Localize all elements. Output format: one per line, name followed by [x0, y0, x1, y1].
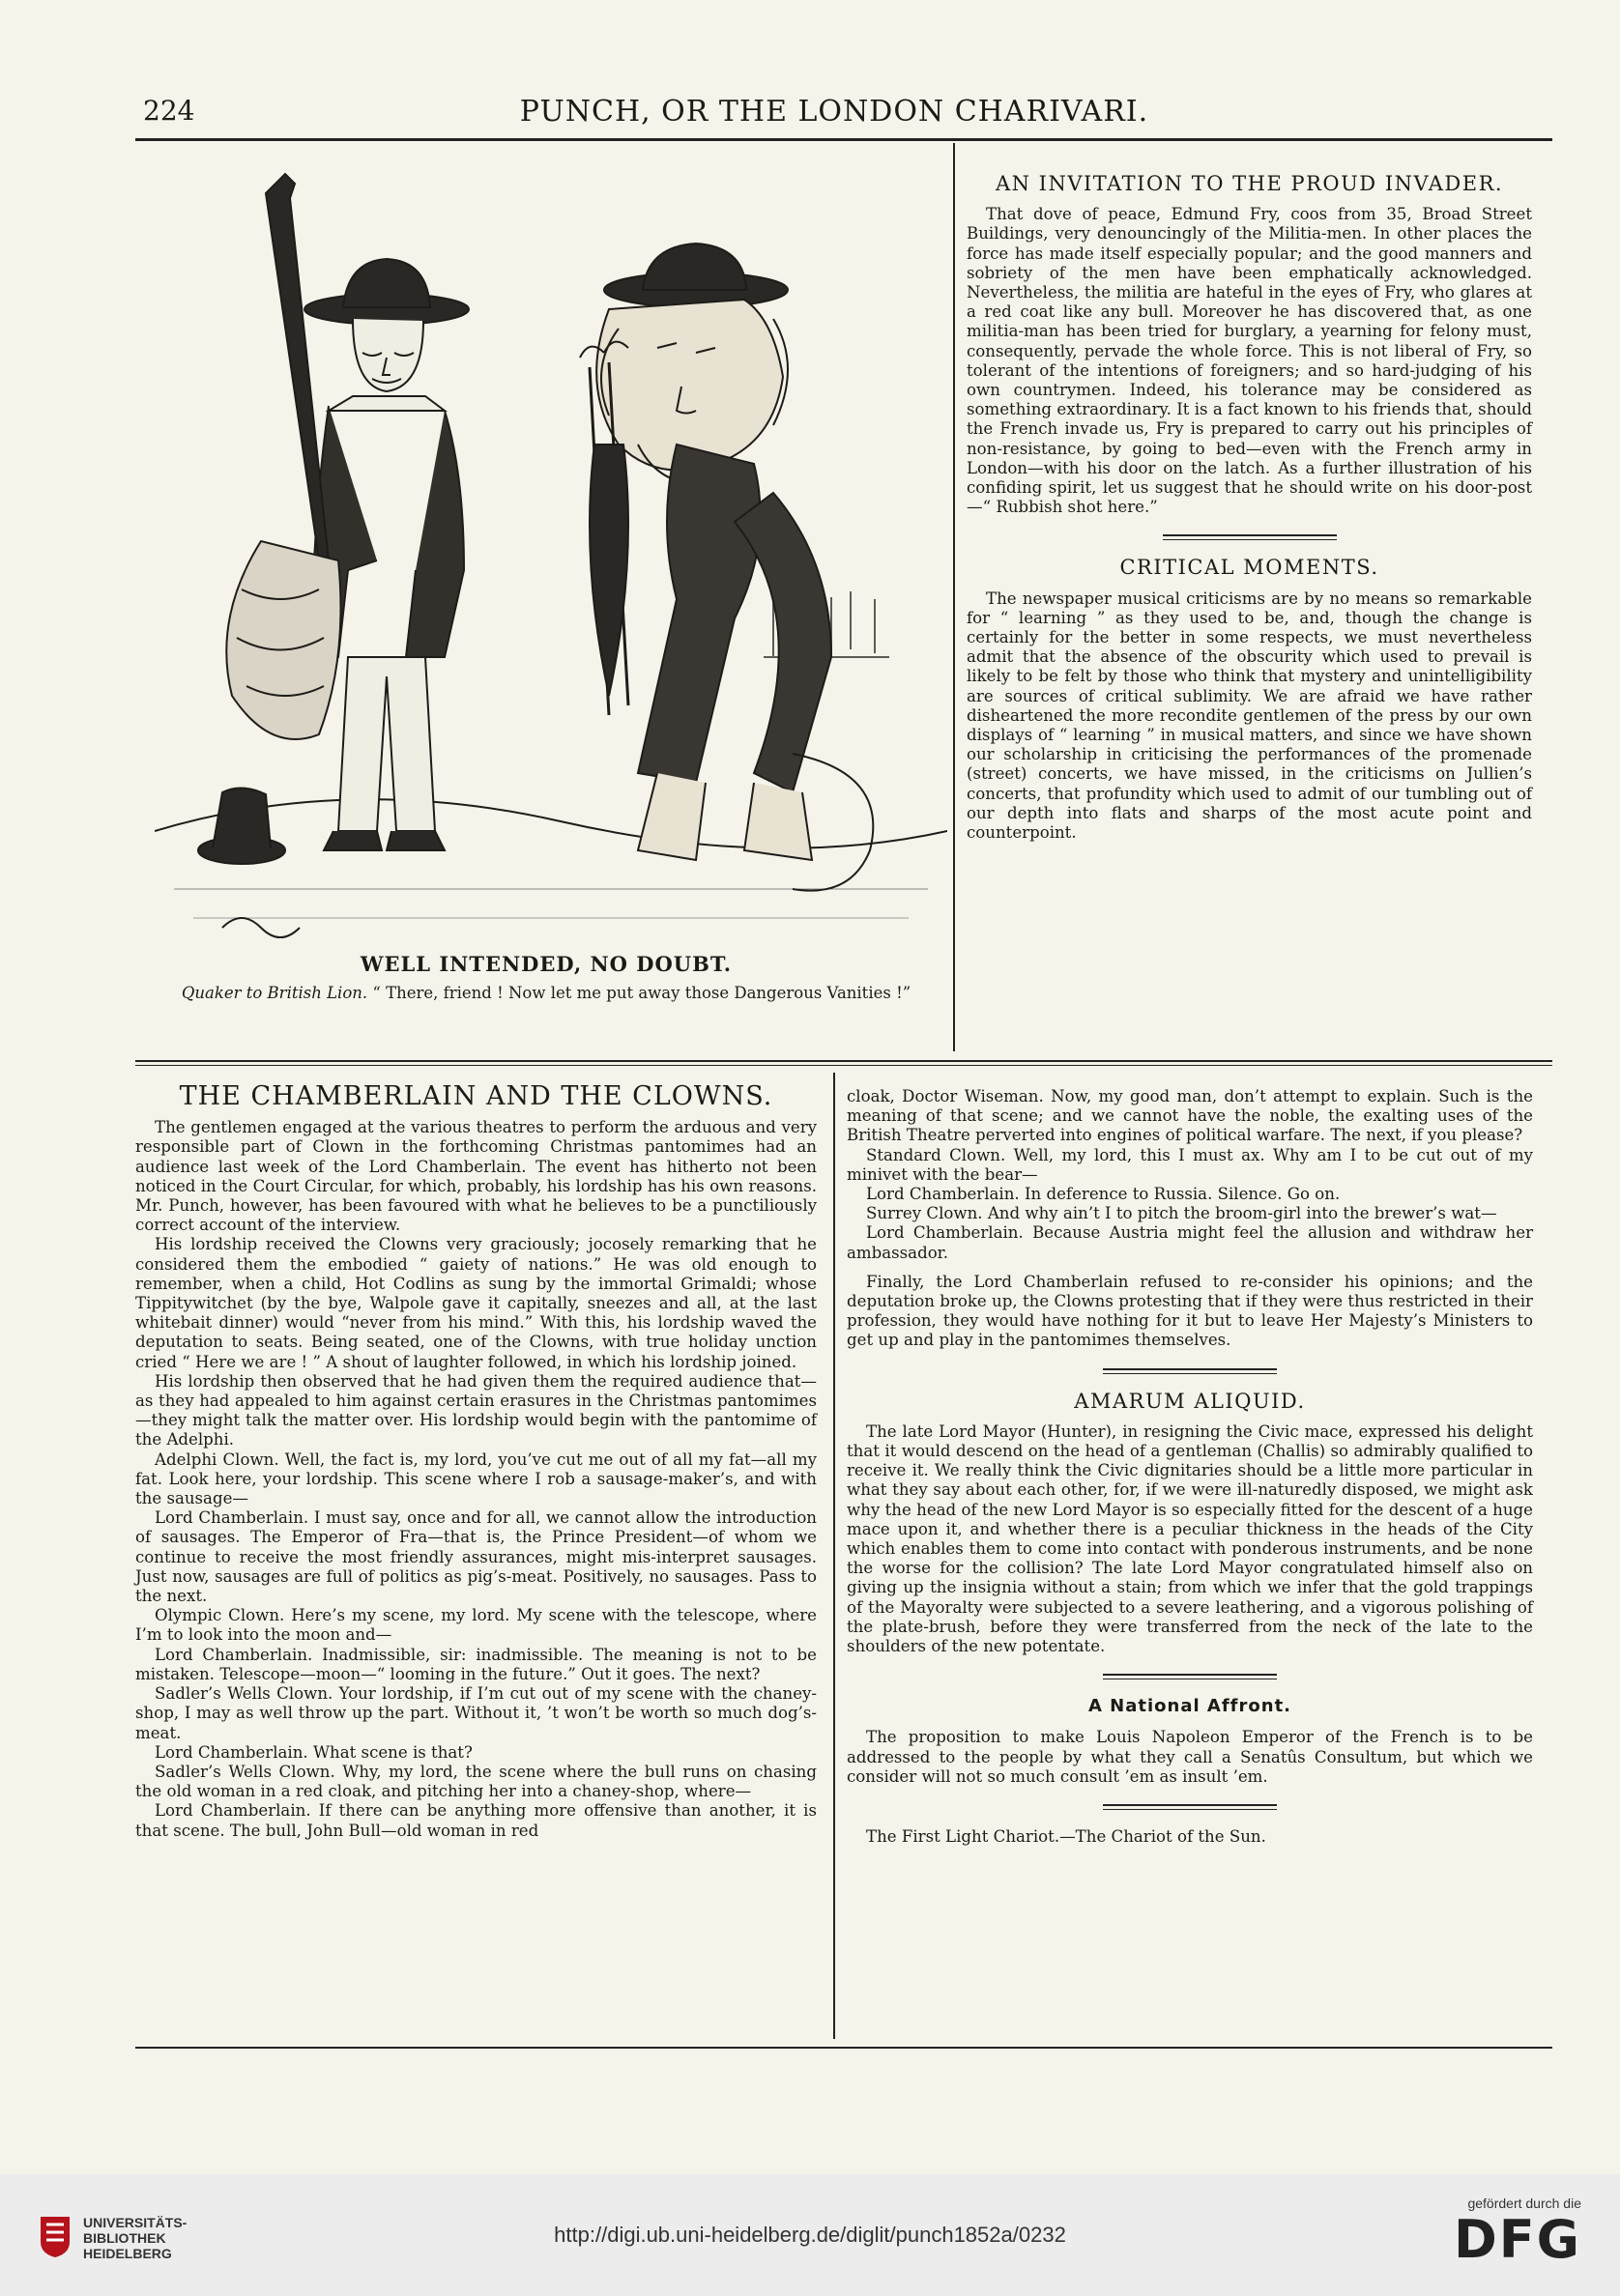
section-divider [1163, 534, 1337, 540]
page-number: 224 [143, 95, 195, 127]
chamberlain-paragraph: His lordship received the Clowns very graciously; jocosely remarking that he considered them the embodied “ gaiety of nations.” He was old enough to remember, when a child, Hot Codlins as sung by the immortal Grimaldi; whose Tippitywitchet (by the bye, Walpole gave it capitally, sneezes and all, at the last whitebait dinner) would “never from his mind.” With this, his lordship waved the deputation to seats. Being seated, one of the Clowns, with true holiday unction cried “ Here we are ! ” A shout of laughter followed, in which his lordship joined. [135, 1235, 817, 1371]
lion-figure [580, 244, 873, 891]
continuation-paragraph: Standard Clown. Well, my lord, this I must ax. Why am I to be cut out of my minivet with the bear— [847, 1145, 1533, 1184]
continuation-paragraph: Lord Chamberlain. Because Austria might feel the allusion and withdraw her ambassador. [847, 1223, 1533, 1262]
continuation-paragraph: Surrey Clown. And why ain’t I to pitch the broom-girl into the brewer’s wat— [866, 1204, 1497, 1223]
continuation-paragraph: Lord Chamberlain. In deference to Russia. Silence. Go on. [866, 1185, 1341, 1204]
sponsor-text: gefördert durch die [1467, 2196, 1581, 2211]
column-divider-top [953, 143, 955, 1051]
quaker-figure [198, 174, 469, 864]
section-divider [1103, 1368, 1277, 1374]
left-column-bottom [135, 1081, 817, 1841]
column-divider-bottom [833, 1073, 835, 2039]
cartoon-caption [130, 952, 962, 1003]
chamberlain-paragraph: Lord Chamberlain. What scene is that? [155, 1742, 473, 1762]
section-divider [1103, 1674, 1277, 1679]
affront-heading: A National Affront. [1087, 1696, 1292, 1717]
continuation-paragraph: cloak, Doctor Wiseman. Now, my good man, don’t attempt to explain. Such is the meaning of that scene; and we cannot have the noble, the exalting uses of the British Theatre perverted into engines of political warfare. The next, if you please? [847, 1087, 1533, 1145]
chamberlain-paragraph: Adelphi Clown. Well, the fact is, my lord, you’ve cut me out of all my fat—all my fat. Look here, your lordship. This scene where I rob a sausage-maker’s, and with the sausage— [135, 1449, 817, 1508]
affront-body: The proposition to make Louis Napoleon Emperor of the French is to be addressed to the people by what they call a Senatûs Consultum, but which we consider will not so much consult ’em as insult ’em. [847, 1728, 1533, 1786]
chamberlain-paragraph: Sadler’s Wells Clown. Why, my lord, the scene where the bull runs on chasing the old woman in a red cloak, and pitching her into a chaney-shop, where— [135, 1762, 817, 1801]
bottom-rule [135, 2047, 1552, 2049]
right-column-top [967, 174, 1532, 843]
chamberlain-paragraph: His lordship then observed that he had given them the required audience that—as they had appealed to him against certain erasures in the Christmas pantomimes—they might talk the matter over. His lordship would begin with the pantomime of the Adelphi. [135, 1371, 817, 1449]
amarum-heading: AMARUM ALIQUID. [1074, 1389, 1306, 1413]
cartoon-subcaption [130, 984, 962, 1003]
dfg-mark: DFG [1453, 2209, 1581, 2270]
chamberlain-paragraph: Lord Chamberlain. If there can be anything more offensive than another, it is that scene. The bull, John Bull—old woman in red [135, 1801, 817, 1840]
invader-heading: AN INVITATION TO THE PROUD INVADER. [995, 172, 1504, 195]
journal-title: PUNCH, OR THE LONDON CHARIVARI. [519, 95, 1149, 129]
chamberlain-paragraph: Sadler’s Wells Clown. Your lordship, if I’m cut out of my scene with the chaney-shop, I may as well throw up the part. Without it, ’t won’t be worth so much dog’s-meat. [135, 1684, 817, 1742]
amarum-body: The late Lord Mayor (Hunter), in resigning the Civic mace, expressed his delight that it would descend on the head of a gentleman (Challis) so admirably qualified to receive it. We really think the Civic dignitaries should be a little more particular in what they say about each other, for, if we were ill-naturedly disposed, we might ask why the head of the new Lord Mayor is so especially fitted for the descent of a huge mace upon it, and whether there is a peculiar thickness in the heads of the City which enables them to come into contact with ponderous instruments, and be none the worse for the collision? The late Lord Mayor congratulated himself also on giving up the insignia without a stain; from which we infer that the gold trappings of the Mayoralty were subjected to a severe leathering, and a vigorous polishing of the plate-brush, before they were transferred from the neck of the late to the shoulders of the new potentate. [847, 1421, 1533, 1656]
right-column-bottom [847, 1087, 1533, 1847]
critical-body: The newspaper musical criticisms are by no means so remarkable for “ learning ” as they used to be, and, though the change is certainly for the better in some respects, we must nevertheless admit that the absence of the obscurity which used to prevail is likely to be felt by those who think that mystery and unintelligibility are sources of critical sublimity. We are afraid we have rather disheartened the more recondite gentlemen of the press by our own displays of “ learning ” in musical matters, and since we have shown our scholarship in criticising the performances of the promenade (street) concerts, we have missed, in the criticisms on Jullien’s concerts, that profundity which used to admit of our tumbling out of our depth into flats and sharps of the most acute point and counterpoint. [967, 588, 1532, 843]
caption-speaker: Quaker to British Lion. [181, 984, 368, 1002]
section-divider [1103, 1804, 1277, 1810]
chariot-joke: The First Light Chariot.—The Chariot of the Sun. [866, 1827, 1266, 1847]
library-name: UNIVERSITÄTS- BIBLIOTHEK HEIDELBERG [83, 2215, 188, 2261]
chamberlain-paragraph: The gentlemen engaged at the various theatres to perform the arduous and very responsible part of Clown in the forthcoming Christmas pantomimes had an audience last week of the Lord Chamberlain. The event has hitherto not been noticed in the Court Circular, for which, probably, his lordship has his own reasons. Mr. Punch, however, has been favoured with what he believes to be a punctiliously correct account of the interview. [135, 1118, 817, 1235]
permalink-url[interactable]: http://digi.ub.uni-heidelberg.de/diglit/punch1852a/0232 [554, 2223, 1066, 2247]
chamberlain-paragraph: Lord Chamberlain. I must say, once and for all, we cannot allow the introduction of sausages. The Emperor of Fra—that is, the Prince President—of whom we continue to receive the most friendly assurances, might mis-interpret sausages. Just now, sausages are full of politics as pig’s-meat. Positively, no sausages. Pass to the next. [135, 1508, 817, 1606]
critical-heading: CRITICAL MOMENTS. [1119, 556, 1379, 580]
section-rule-thin [135, 1065, 1552, 1066]
viewer-footer [0, 2174, 1620, 2296]
dfg-logo[interactable] [1407, 2196, 1581, 2282]
section-rule [135, 1060, 1552, 1062]
chamberlain-heading: THE CHAMBERLAIN AND THE CLOWNS. [179, 1081, 773, 1111]
cartoon-title: WELL INTENDED, NO DOUBT. [360, 952, 733, 976]
caption-quote: “ There, friend ! Now let me put away those Dangerous Vanities !” [372, 984, 911, 1002]
continuation-paragraph: Finally, the Lord Chamberlain refused to re-consider his opinions; and the deputation broke up, the Clowns protesting that if they were thus restricted in their profession, they would have nothing for it but to leave Her Majesty’s Ministers to get up and play in the pantomimes themselves. [847, 1272, 1533, 1350]
chamberlain-paragraph: Lord Chamberlain. Inadmissible, sir: inadmissible. The meaning is not to be mistaken. Telescope—moon—“ looming in the future.” Out it goes. The next? [135, 1645, 817, 1683]
page-header [135, 95, 1533, 133]
cartoon-illustration [155, 155, 947, 947]
invader-body: That dove of peace, Edmund Fry, coos from 35, Broad Street Buildings, very denouncingly of the Militia-men. In other places the force has made itself especially popular; and the good manners and sobriety of the men have been emphatically acknowledged. Nevertheless, the militia are hateful in the eyes of Fry, who glares at a red coat like any bull. Moreover he has discovered that, as one militia-man has been tried for burglary, a yearning for felony must, consequently, pervade the whole force. This is not liberal of Fry, so tolerant of the intentions of foreigners; and so hard-judging of his own countrymen. Indeed, his tolerance may be considered as something extraordinary. It is a fact known to his friends that, should the French invade us, Fry is prepared to carry out his principles of non-resistance, by going to bed—even with the French army in London—with his door on the latch. As a further illustration of his confiding spirit, let us suggest that he should write on his door-post—“ Rubbish shot here.” [967, 205, 1532, 517]
chamberlain-paragraph: Olympic Clown. Here’s my scene, my lord. My scene with the telescope, where I’m to look into the moon and— [135, 1606, 817, 1645]
header-rule [135, 138, 1552, 141]
